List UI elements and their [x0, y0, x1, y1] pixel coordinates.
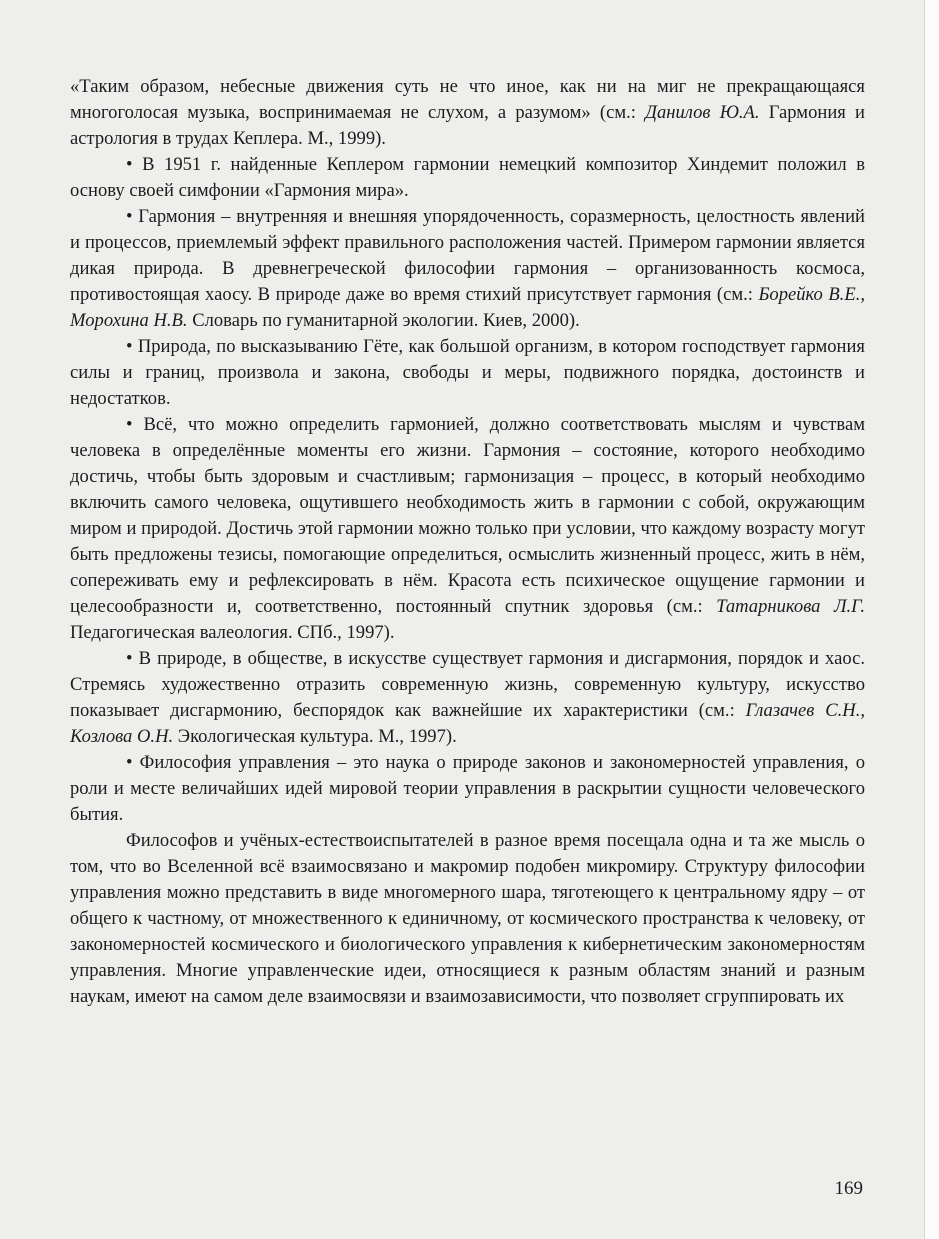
paragraph: Философов и учёных-естествоиспытателей в разное время посещала одна и та же мысль о том, что во Вселенной всё взаимосвязано и макромир подобен микромиру. Структуру философии управления можно представить в виде многомерного шара, тяготеющего к центральному ядру – от общего к частному, от множественного к единичному, от космического пространства к человеку, от закономерностей космического и биологического управления к кибернетическим закономерностям управления. Многие управленческие идеи, относящиеся к разным областям знаний и разным наукам, имеют на самом деле взаимосвязи и взаимозависимости, что позволяет сгруппировать их — [70, 830, 865, 1007]
bullet-item: • Природа, по высказыванию Гёте, как большой организм, в котором господствует гармония силы и границ, произвола и закона, свободы и меры, подвижного порядка, достоинств и недостатков. — [70, 336, 865, 409]
bullet-item: • Гармония – внутренняя и внешняя упорядоченность, соразмерность, целостность явлений и процессов, приемлемый эффект правильного расположения частей. Примером гармонии является дикая природа. В древнегреческой философии гармония – организованность космоса, противостоящая хаосу. В природе даже во время стихий присутствует гармония (см.: Борейко В.Е., Морохина Н.В. Словарь по гуманитарной экологии. Киев, 2000). — [70, 206, 865, 331]
bullet-item: • В природе, в обществе, в искусстве существует гармония и дисгармония, порядок и хаос. Стремясь художественно отразить современную жизнь, современную культуру, искусство показывает дисгармонию, беспорядок как важнейшие их характеристики (см.: Глазачев С.Н., Козлова О.Н. Экологическая культура. М., 1997). — [70, 648, 865, 747]
bullet-item: • В 1951 г. найденные Кеплером гармонии немецкий композитор Хиндемит положил в основу своей симфонии «Гармония мира». — [70, 154, 865, 201]
paragraph-continuation: «Таким образом, небесные движения суть не что иное, как ни на миг не прекращающаяся многоголосая музыка, воспринимаемая не слухом, а разумом» (см.: Данилов Ю.А. Гармония и астрология в трудах Кеплера. М., 1999). — [70, 76, 865, 149]
page-number: 169 — [834, 1178, 863, 1199]
bullet-item: • Философия управления – это наука о природе законов и закономерностей управления, о роли и месте величайших идей мировой теории управления в раскрытии сущности человеческого бытия. — [70, 752, 865, 825]
page-edge — [924, 0, 939, 1239]
body-text — [70, 74, 865, 1010]
bullet-item: • Всё, что можно определить гармонией, должно соответствовать мыслям и чувствам человека в определённые моменты его жизни. Гармония – состояние, которого необходимо достичь, чтобы быть здоровым и счастливым; гармонизация – процесс, в который необходимо включить самого человека, ощутившего необходимость жить в гармонии с собой, окружающим миром и природой. Достичь этой гармонии можно только при условии, что каждому возрасту могут быть предложены тезисы, помогающие определиться, осмыслить жизненный процесс, жить в нём, сопереживать ему и рефлексировать в нём. Красота есть психическое ощущение гармонии и целесообразности и, соответственно, постоянный спутник здоровья (см.: Татарникова Л.Г. Педагогическая валеология. СПб., 1997). — [70, 414, 866, 643]
